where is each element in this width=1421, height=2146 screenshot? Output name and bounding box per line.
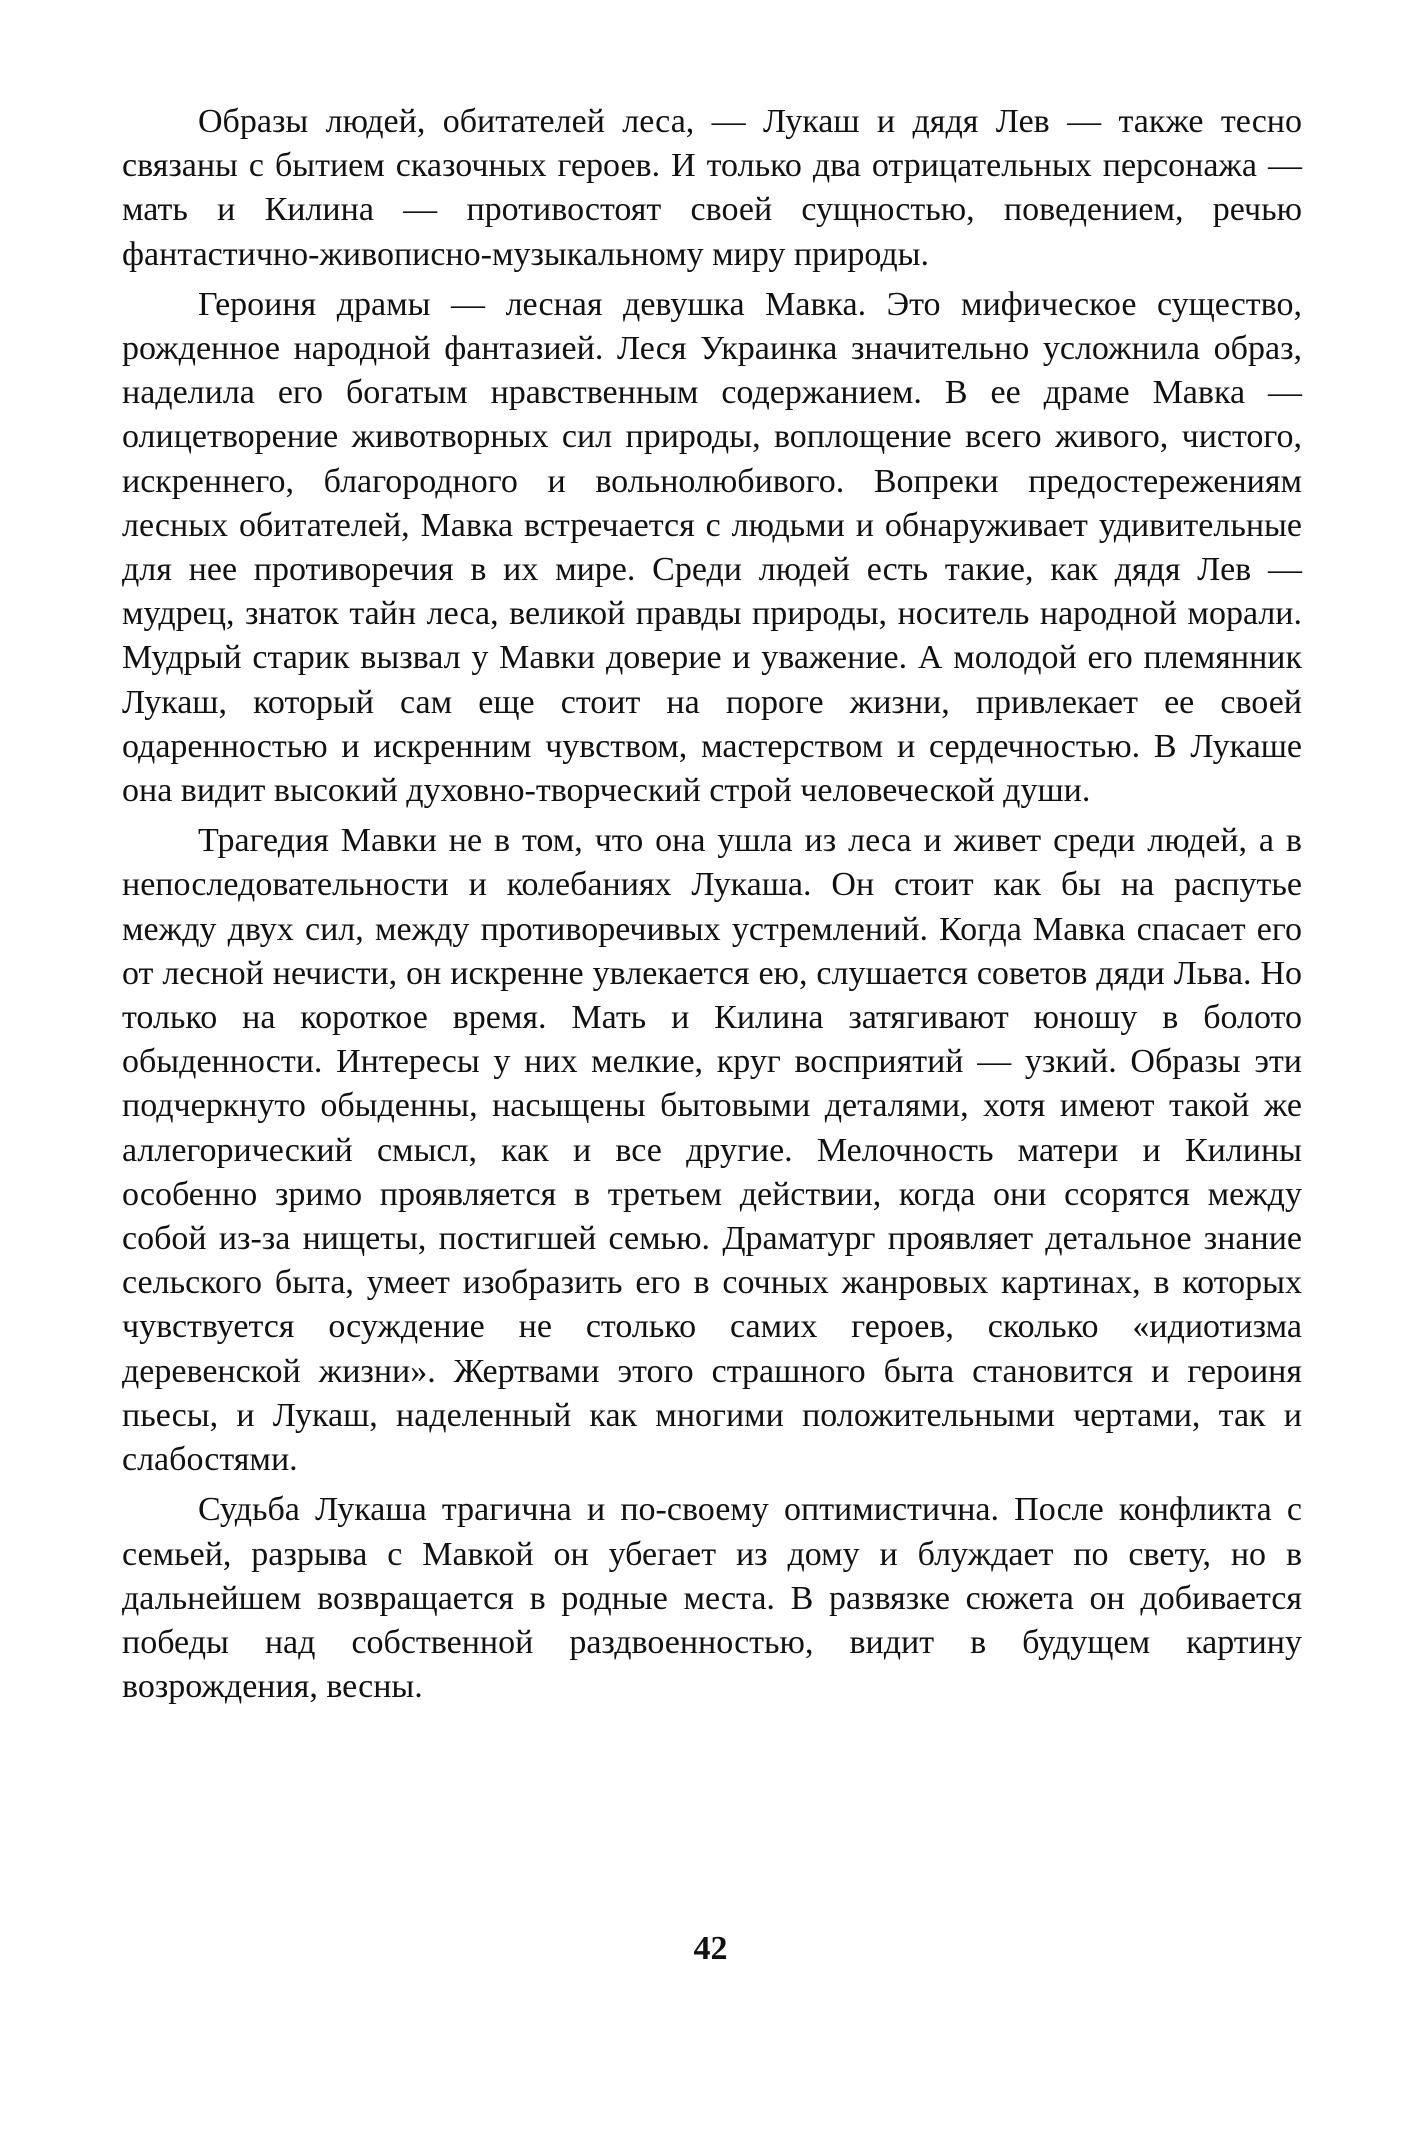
paragraph-4: Судьба Лукаша трагична и по-своему оптимистична. После конфликта с семьей, разрыва с Мавкой он убегает из дому и блуждает по свету, но в дальнейшем возвращается в родные места. В развязке сюжета он добивается победы над собственной раздвоенностью, видит в будущем картину возрождения, весны. [122, 1491, 1302, 1706]
paragraph-3: Трагедия Мавки не в том, что она ушла из леса и живет среди людей, а в непоследовательности и колебаниях Лукаша. Он стоит как бы на распутье между двух сил, между противоречивых устремлений. Когда Мавка спасает его от лесной нечисти, он искренне увлекается ею, слушается советов дяди Льва. Но только на короткое время. Мать и Килина затягивают юношу в болото обыденности. Интересы у них мелкие, круг восприятий — узкий. Образы эти подчеркнуто обыденны, насыщены бытовыми деталями, хотя имеют такой же аллегорический смысл, как и все другие. Мелочность матери и Килины особенно зримо проявляется в третьем действии, когда они ссорятся между собой из-за нищеты, постигшей семью. Драматург проявляет детальное знание сельского быта, умеет изобразить его в сочных жанровых картинах, в которых чувствуется осуждение не столько самих героев, сколько «идиотизма деревенской жизни». Жертвами этого страшного быта становится и героиня пьесы, и Лукаш, наделенный как многими положительными чертами, так и слабостями. [122, 822, 1302, 1479]
page-number: 42 [693, 1930, 728, 1967]
paragraph-2: Героиня драмы — лесная девушка Мавка. Это мифическое существо, рожденное народной фантазией. Леся Украинка значительно усложнила образ, наделила его богатым нравственным содержанием. В ее драме Мавка — олицетворение животворных сил природы, воплощение всего живого, чистого, искреннего, благородного и вольнолюбивого. Вопреки предостережениям лесных обитателей, Мавка встречается с людьми и обнаруживает удивительные для нее противоречия в их мире. Среди людей есть такие, как дядя Лев — мудрец, знаток тайн леса, великой правды природы, носитель народной морали. Мудрый старик вызвал у Мавки доверие и уважение. А молодой его племянник Лукаш, который сам еще стоит на пороге жизни, привлекает ее своей одаренностью и искренним чувством, мастерством и сердечностью. В Лукаше она видит высокий духовно-творческий строй человеческой души. [122, 285, 1302, 810]
page-text [122, 100, 1302, 1715]
paragraph-1: Образы людей, обитателей леса, — Лукаш и дядя Лев — также тесно связаны с бытием сказочных героев. И только два отрицательных персонажа — мать и Килина — противостоят своей сущностью, поведением, речью фантастично-живописно-музыкальному миру природы. [122, 103, 1302, 273]
